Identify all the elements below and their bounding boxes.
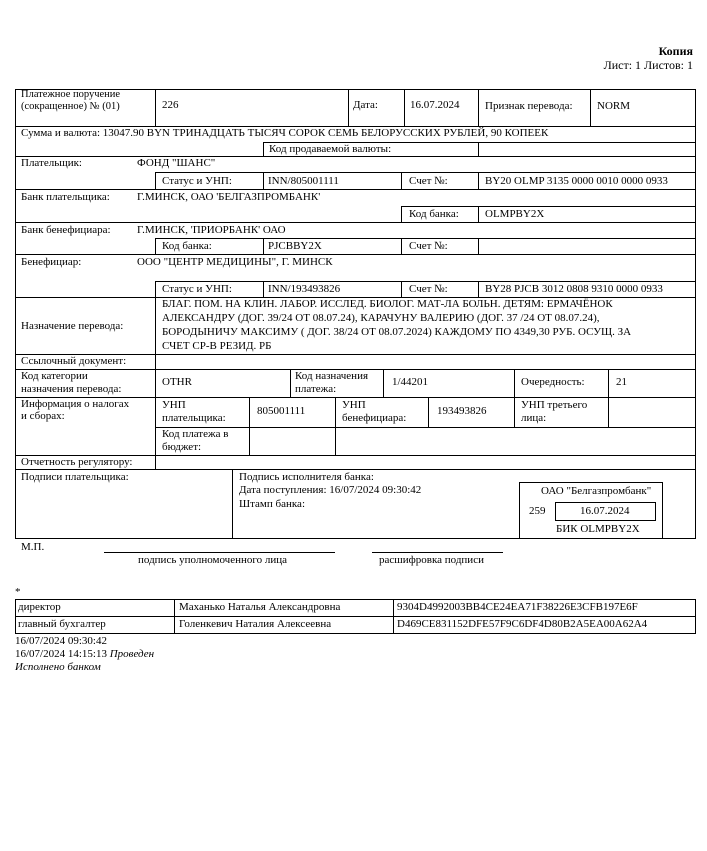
beneficiary-bank-account-label: Счет №: [409,240,448,252]
third-unp-label-1: УНП третьего [521,399,588,411]
priority-value: 21 [616,376,627,388]
purpose-code-label-2: платежа: [295,383,337,395]
budget-code-label-2: бюджет: [162,441,202,453]
sign-decoding-line [372,552,503,553]
payer-signatures-label: Подписи плательщика: [21,471,129,483]
payer-label: Плательщик: [21,157,82,169]
purpose-line-2: АЛЕКСАНДРУ (ДОГ. 39/24 ОТ 08.07.24), КАРАЧУНУ ВАЛЕРИЮ (ДОГ. 37 /24 ОТ 08.07.24), [162,312,600,324]
purpose-line-3: БОРОДЫНИЧУ МАКСИМУ ( ДОГ. 38/24 ОТ 08.07.2024) КАЖДОМУ ПО 4349,30 РУБ. ОСУЩ. ЗА [162,326,632,338]
ben-unp-label-1: УНП [342,399,366,411]
category-label-2: назначения перевода: [21,383,122,395]
transfer-sign-label: Признак перевода: [485,100,573,112]
payer-bank-code-label: Код банка: [409,208,459,220]
stamp-label: Штамп банка: [239,498,305,510]
beneficiary-account: BY28 PJCB 3012 0808 9310 0000 0933 [485,283,663,295]
order-number: 226 [162,99,179,111]
beneficiary-label: Бенефициар: [21,256,82,268]
footer-status: Проведен [109,648,155,660]
signer-role: директор [18,601,61,613]
sheet-count: Лист: 1 Листов: 1 [603,58,693,72]
category-label-1: Код категории [21,370,88,382]
signer-hash: D469CE831152DFE57F9C6DF4D80B2A5EA00A62A4 [397,618,648,630]
taxes-label-1: Информация о налогах [21,398,130,410]
payer-status-unp-label: Статус и УНП: [162,175,232,187]
stamp-date: 16.07.2024 [580,505,630,517]
budget-code-label-1: Код платежа в [162,428,229,440]
reference-label: Ссылочный документ: [21,355,127,367]
purpose-code: 1/44201 [392,376,429,388]
footer-timestamp-2: 16/07/2024 14:15:13 [15,648,107,660]
signer-role: главный бухгалтер [18,618,106,630]
category-code: OTHR [162,376,192,388]
signer-hash: 9304D4992003BB4CE24EA71F38226E3CFB197E6F [397,601,638,613]
amount-text: Сумма и валюта: 13047.90 BYN ТРИНАДЦАТЬ ТЫСЯЧ СОРОК СЕМЬ БЕЛОРУССКИХ РУБЛЕЙ, 90 КОПЕЕК [21,127,549,139]
tax-payer-unp: 805001111 [257,405,306,417]
priority-label: Очередность: [521,376,585,388]
payer-bank-label: Банк плательщика: [21,191,110,203]
footer-executed: Исполнено банком [15,661,101,673]
beneficiary-bank-code: PJCBBY2X [268,240,322,252]
payer-bank-code: OLMPBY2X [485,208,545,220]
stamp-bank-name: ОАО "Белгазпромбанк" [541,485,652,497]
ben-unp-label-2: бенефициара: [342,412,407,424]
third-unp-label-2: лица: [521,412,547,424]
purpose-line-1: БЛАГ. ПОМ. НА КЛИН. ЛАБОР. ИССЛЕД. БИОЛОГ. МАТ-ЛА БОЛЬН. ДЕТЯМ: ЕРМАЧЁНОК [162,298,613,310]
payer-unp-label-2: плательщика: [162,412,226,424]
signer-name: Маханько Наталья Александровна [179,601,341,613]
payer-name: ФОНД "ШАНС" [137,157,216,169]
mp-label: М.П. [21,541,45,553]
beneficiary-status-unp-label: Статус и УНП: [162,283,232,295]
payer-account-label: Счет №: [409,175,448,187]
copy-label: Копия [658,44,693,58]
payer-account: BY20 OLMP 3135 0000 0010 0000 0933 [485,175,668,187]
sold-currency-label: Код продаваемой валюты: [269,143,392,155]
authorized-sign-caption: подпись уполномоченного лица [138,554,287,566]
signer-name: Голенкевич Наталия Алексеевна [179,618,332,630]
beneficiary-account-label: Счет №: [409,283,448,295]
beneficiary-bank-code-label: Код банка: [162,240,212,252]
order-date: 16.07.2024 [410,99,460,111]
authorized-sign-line [104,552,335,553]
beneficiary-name: ООО "ЦЕНТР МЕДИЦИНЫ", Г. МИНСК [137,256,333,268]
regulator-label: Отчетность регулятору: [21,456,133,468]
tax-ben-unp: 193493826 [437,405,487,417]
purpose-label: Назначение перевода: [21,320,124,332]
stamp-bik: БИК OLMPBY2X [556,523,640,535]
payer-bank-name: Г.МИНСК, ОАО 'БЕЛГАЗПРОМБАНК' [137,191,321,203]
purpose-line-4: СЧЕТ СР-В РЕЗИД. РБ [162,340,272,352]
purpose-code-label-1: Код назначения [295,370,369,382]
payer-unp-label-1: УНП [162,399,186,411]
stamp-number: 259 [529,505,546,517]
taxes-label-2: и сборах: [21,410,65,422]
transfer-sign: NORM [597,100,631,112]
payer-unp: INN/805001111 [268,175,339,187]
beneficiary-bank-label: Банк бенефициара: [21,224,111,236]
beneficiary-unp: INN/193493826 [268,283,341,295]
order-title: Платежное поручение (сокращенное) № (01) [21,89,121,112]
footer-line-2 [15,649,154,661]
received-date: Дата поступления: 16/07/2024 09:30:42 [239,484,422,496]
date-label: Дата: [353,99,378,111]
beneficiary-bank-name: Г.МИНСК, 'ПРИОРБАНК' ОАО [137,224,286,236]
footer-timestamp-1: 16/07/2024 09:30:42 [15,635,107,647]
sign-decoding-caption: расшифровка подписи [379,554,484,566]
executor-signature-label: Подпись исполнителя банка: [239,471,374,483]
asterisk: * [15,586,21,598]
